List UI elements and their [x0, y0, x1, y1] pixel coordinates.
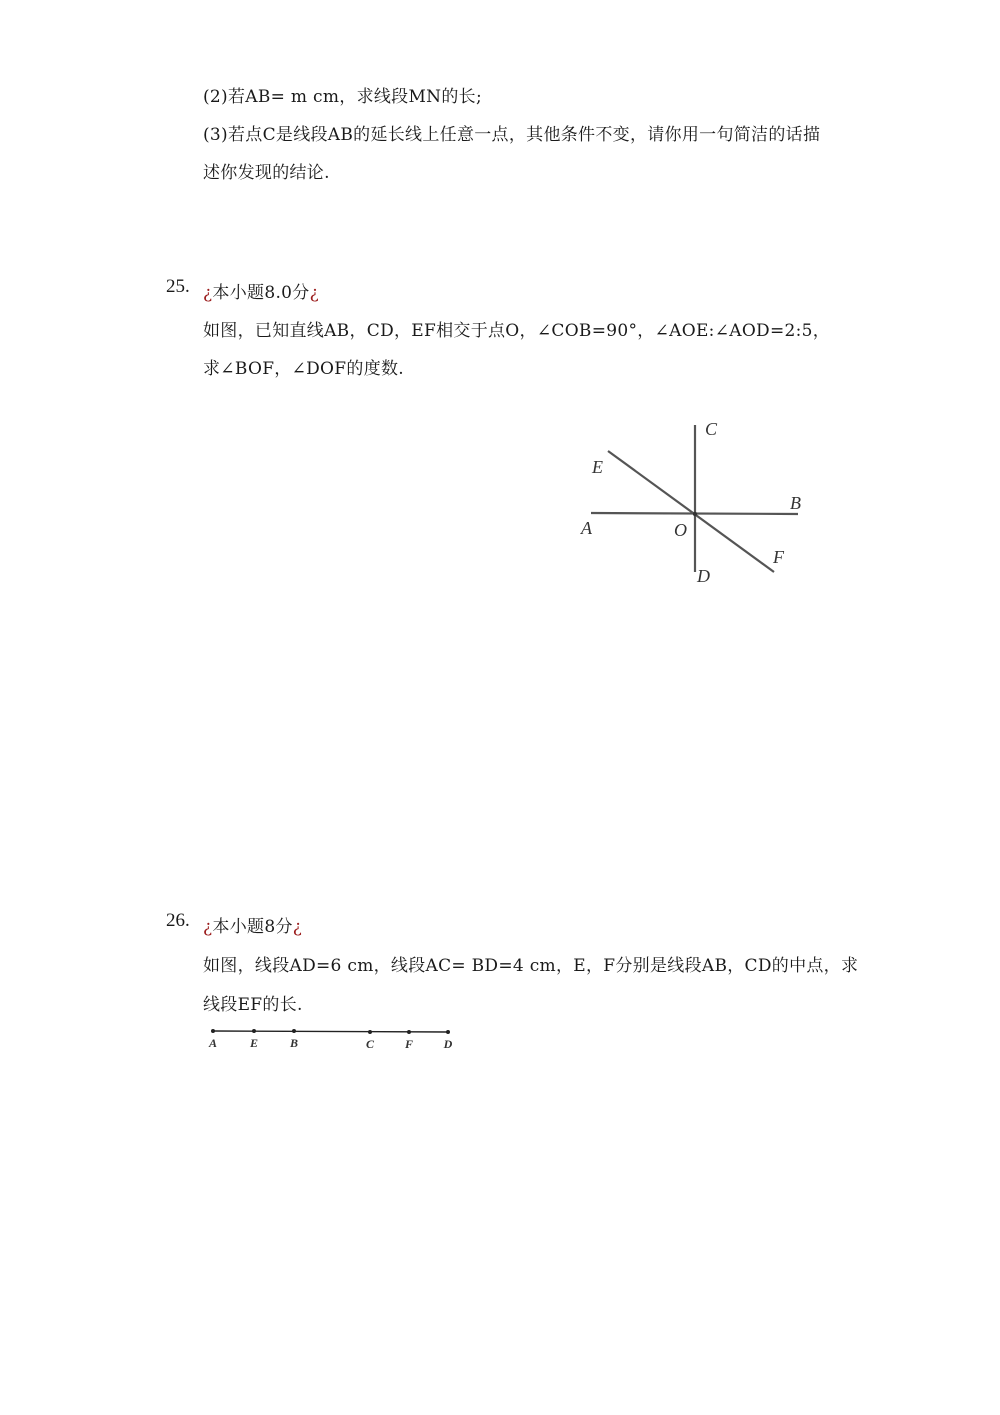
- point-c: [368, 1030, 372, 1034]
- question-text-line2: 求∠BOF，∠DOF的度数.: [203, 359, 404, 379]
- point-a: [211, 1029, 215, 1033]
- question-text-line1: 如图，已知直线AB，CD，EF相交于点O，∠COB=90°，∠AOE:∠AOD=2:5，: [203, 321, 831, 341]
- intersecting-lines-figure: [570, 410, 820, 590]
- question-number: 26.: [166, 910, 190, 931]
- label-e: E: [592, 457, 603, 477]
- label-b: B: [289, 1036, 299, 1050]
- label-o: O: [674, 520, 687, 540]
- point-f: [407, 1030, 411, 1034]
- question-number: 25.: [166, 276, 190, 297]
- question-text-line1: 如图，线段AD=6 cm，线段AC= BD=4 cm，E，F分别是线段AB，CD的中点，求: [203, 956, 859, 976]
- marker-open: ¿: [203, 917, 213, 937]
- score-text: 本小题8.0分: [212, 283, 310, 303]
- point-d: [446, 1030, 450, 1034]
- question-score: [203, 912, 302, 937]
- label-e: E: [249, 1036, 259, 1050]
- question-score: [203, 278, 319, 303]
- question-text-line2: 线段EF的长.: [203, 995, 303, 1015]
- label-a: A: [581, 518, 592, 538]
- line-ef: [608, 451, 774, 572]
- label-f: F: [404, 1037, 414, 1051]
- point-e: [252, 1029, 256, 1033]
- q24-part2: (2)若AB= m cm，求线段MN的长;: [203, 87, 482, 107]
- point-b: [292, 1029, 296, 1033]
- marker-open: ¿: [203, 283, 213, 303]
- label-b: B: [790, 493, 801, 513]
- marker-close: ¿: [292, 917, 303, 937]
- q24-part3-line1: (3)若点C是线段AB的延长线上任意一点，其他条件不变，请你用一句简洁的话描: [203, 125, 821, 145]
- label-c: C: [365, 1037, 375, 1051]
- label-d: D: [697, 566, 710, 586]
- segment-ad: [213, 1031, 448, 1032]
- label-c: C: [705, 419, 718, 439]
- score-text: 本小题8分: [212, 917, 293, 937]
- label-a: A: [208, 1036, 218, 1050]
- label-d: D: [443, 1037, 453, 1051]
- marker-close: ¿: [309, 283, 319, 303]
- line-segment-figure: [200, 1020, 470, 1060]
- point-o: [693, 512, 697, 516]
- label-f: F: [773, 547, 784, 567]
- q24-part3-line2: 述你发现的结论.: [203, 163, 330, 183]
